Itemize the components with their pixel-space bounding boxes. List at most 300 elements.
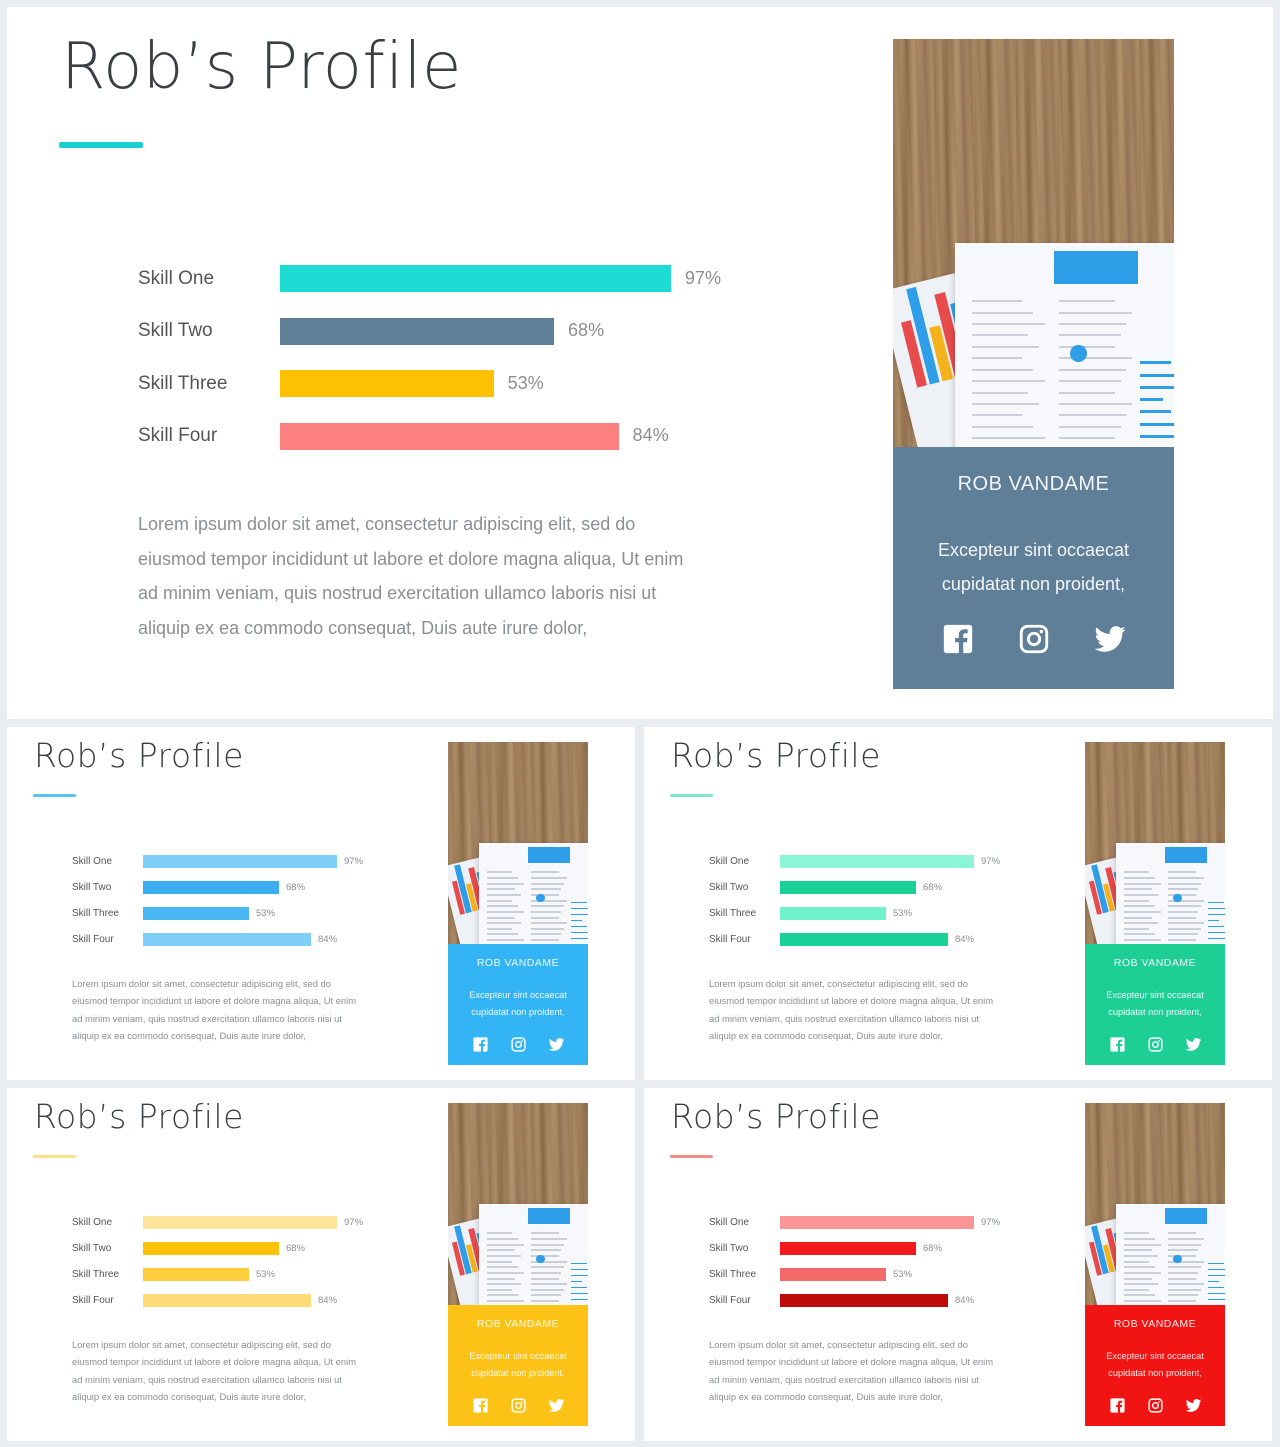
resume-text-line bbox=[531, 888, 562, 890]
resume-text-line bbox=[1059, 414, 1126, 416]
resume-text-line bbox=[531, 883, 565, 885]
resume-text-line bbox=[1168, 911, 1199, 913]
resume-text-line bbox=[487, 922, 521, 924]
resume-text-line bbox=[1124, 1261, 1149, 1263]
resume-text-line bbox=[531, 1272, 562, 1274]
resume-text-line bbox=[487, 883, 523, 885]
resume-text-line bbox=[531, 871, 559, 873]
resume-text-line bbox=[1124, 1249, 1152, 1251]
resume-skill-line bbox=[1208, 932, 1225, 934]
resume-text-line bbox=[487, 1255, 521, 1257]
skill-label: Skill Three bbox=[138, 372, 228, 394]
resume-text-line bbox=[1168, 871, 1196, 873]
resume-text-line bbox=[487, 1266, 518, 1268]
resume-text-line bbox=[487, 1283, 521, 1285]
resume-skill-line bbox=[571, 1281, 582, 1283]
skill-bar bbox=[780, 1268, 886, 1281]
instagram-icon[interactable] bbox=[1147, 1036, 1164, 1053]
resume-text-line bbox=[487, 905, 518, 907]
resume-skill-line bbox=[1208, 926, 1223, 928]
profile-name: ROB VANDAME bbox=[1113, 1318, 1197, 1330]
resume-skill-line bbox=[571, 1293, 588, 1295]
resume-text-line bbox=[972, 437, 1045, 439]
body-text-line: eiusmod tempor incididunt ut labore et dolore magna aliqua, Ut enim bbox=[72, 995, 357, 1007]
resume-skill-line bbox=[1140, 386, 1174, 389]
resume-header-block bbox=[1165, 847, 1207, 863]
title-underline bbox=[670, 794, 713, 797]
skill-percent: 68% bbox=[568, 320, 605, 341]
resume-text-line bbox=[531, 922, 567, 924]
resume-skill-line bbox=[571, 914, 588, 916]
skill-label: Skill One bbox=[138, 267, 215, 289]
profile-description-line: Excepteur sint occaecat bbox=[937, 540, 1130, 560]
page-title: Rob’s Profile bbox=[671, 736, 881, 775]
skill-label: Skill Two bbox=[709, 1242, 749, 1254]
resume-skill-line bbox=[571, 902, 586, 904]
resume-text-line bbox=[1124, 888, 1152, 890]
profile-info-panel bbox=[448, 1305, 588, 1426]
skill-bar bbox=[143, 881, 279, 894]
resume-skill-line bbox=[571, 926, 586, 928]
resume-text-line bbox=[1059, 323, 1126, 325]
resume-text-line bbox=[972, 369, 1034, 371]
resume-skill-line bbox=[571, 938, 588, 940]
instagram-icon[interactable] bbox=[1147, 1397, 1164, 1414]
resume-text-line bbox=[531, 1294, 562, 1296]
skill-percent: 97% bbox=[344, 855, 364, 867]
resume-skill-line bbox=[1140, 435, 1174, 438]
body-text-line: eiusmod tempor incididunt ut labore et dolore magna aliqua, Ut enim bbox=[709, 995, 994, 1007]
resume-text-line bbox=[531, 933, 562, 935]
skill-percent: 84% bbox=[318, 933, 338, 945]
resume-text-line bbox=[1124, 1278, 1152, 1280]
resume-text-line bbox=[487, 871, 512, 873]
resume-text-line bbox=[1168, 928, 1202, 930]
profile-description-line: cupidatat non proident, bbox=[471, 1007, 565, 1017]
resume-skill-line bbox=[571, 1299, 588, 1301]
social-links bbox=[1085, 1397, 1225, 1414]
facebook-icon[interactable] bbox=[472, 1397, 489, 1414]
resume-text-line bbox=[531, 1255, 559, 1257]
skill-label: Skill Four bbox=[72, 1294, 114, 1306]
resume-text-line bbox=[531, 917, 559, 919]
title-underline bbox=[33, 1155, 76, 1158]
resume-text-line bbox=[1124, 1255, 1158, 1257]
resume-text-line bbox=[972, 426, 1034, 428]
resume-text-line bbox=[1168, 1232, 1196, 1234]
skill-bar bbox=[280, 265, 671, 292]
social-links bbox=[448, 1036, 588, 1053]
resume-text-line bbox=[487, 1244, 523, 1246]
resume-header-block bbox=[1165, 1208, 1207, 1224]
profile-description-line: cupidatat non proident, bbox=[941, 574, 1126, 594]
resume-text-line bbox=[1124, 939, 1160, 941]
resume-text-line bbox=[487, 917, 515, 919]
skill-bar bbox=[143, 933, 311, 946]
skill-label: Skill Three bbox=[72, 1268, 120, 1280]
body-text-line: aliquip ex ea commodo consequat, Duis aute irure dolor, bbox=[72, 1390, 306, 1402]
skill-label: Skill Four bbox=[709, 1294, 751, 1306]
resume-text-line bbox=[1124, 1238, 1155, 1240]
resume-text-line bbox=[1124, 1283, 1158, 1285]
resume-text-line bbox=[487, 939, 523, 941]
resume-text-line bbox=[1124, 1266, 1155, 1268]
resume-text-line bbox=[487, 1261, 512, 1263]
resume-text-line bbox=[1124, 1272, 1160, 1274]
skill-label: Skill Two bbox=[709, 881, 749, 893]
skill-label: Skill Two bbox=[72, 881, 112, 893]
desk-photo bbox=[448, 1103, 588, 1305]
profile-slide-yellow bbox=[7, 1088, 635, 1441]
resume-text-line bbox=[972, 392, 1028, 394]
skill-bar bbox=[780, 1242, 916, 1255]
resume-text-line bbox=[1168, 939, 1196, 941]
skill-percent: 53% bbox=[893, 1268, 913, 1280]
resume-text-line bbox=[1059, 403, 1132, 405]
resume-avatar-dot bbox=[536, 1255, 544, 1263]
resume-text-line bbox=[531, 1249, 562, 1251]
resume-text-line bbox=[531, 1278, 559, 1280]
resume-skill-line bbox=[1208, 1269, 1225, 1271]
skill-bar bbox=[780, 881, 916, 894]
social-links bbox=[448, 1397, 588, 1414]
profile-description-line: Excepteur sint occaecat bbox=[1106, 1351, 1204, 1361]
resume-text-line bbox=[487, 928, 512, 930]
resume-text-line bbox=[1124, 911, 1160, 913]
resume-text-line bbox=[972, 334, 1028, 336]
resume-text-line bbox=[531, 1232, 559, 1234]
body-text bbox=[72, 975, 356, 1044]
skill-percent: 68% bbox=[923, 1242, 943, 1254]
resume-text-line bbox=[972, 323, 1045, 325]
resume-text-line bbox=[1124, 922, 1158, 924]
resume-text-line bbox=[1124, 894, 1158, 896]
resume-skill-line bbox=[1208, 1299, 1225, 1301]
twitter-icon[interactable] bbox=[548, 1397, 565, 1414]
resume-header-block bbox=[1054, 251, 1138, 284]
resume-text-line bbox=[1168, 888, 1199, 890]
desk-photo bbox=[1085, 742, 1225, 944]
profile-card bbox=[1085, 742, 1225, 1065]
resume-text-line bbox=[1124, 917, 1152, 919]
skill-percent: 68% bbox=[286, 1242, 306, 1254]
resume-paper-front bbox=[479, 1204, 588, 1305]
skill-percent: 97% bbox=[981, 855, 1001, 867]
twitter-icon[interactable] bbox=[1185, 1036, 1202, 1053]
resume-text-line bbox=[1168, 1294, 1199, 1296]
skill-label: Skill One bbox=[709, 855, 750, 867]
page-title: Rob’s Profile bbox=[671, 1097, 881, 1136]
skill-bar bbox=[143, 1242, 279, 1255]
resume-text-line bbox=[531, 911, 562, 913]
resume-text-line bbox=[1168, 1266, 1202, 1268]
skill-bar bbox=[280, 370, 494, 397]
profile-name: ROB VANDAME bbox=[1113, 957, 1197, 969]
skill-label: Skill One bbox=[72, 1216, 113, 1228]
resume-text-line bbox=[1124, 883, 1160, 885]
profile-description-line: cupidatat non proident, bbox=[471, 1368, 565, 1378]
resume-text-line bbox=[972, 380, 1045, 382]
resume-avatar-dot bbox=[536, 894, 544, 902]
skill-bar bbox=[780, 1294, 948, 1307]
resume-text-line bbox=[1124, 1244, 1160, 1246]
facebook-icon[interactable] bbox=[1109, 1397, 1126, 1414]
resume-text-line bbox=[487, 933, 518, 935]
resume-skill-line bbox=[1208, 1293, 1225, 1295]
skill-label: Skill Four bbox=[138, 425, 218, 447]
resume-text-line bbox=[972, 403, 1039, 405]
instagram-icon[interactable] bbox=[510, 1036, 527, 1053]
body-text-line: Lorem ipsum dolor sit amet, consectetur adipiscing elit, sed do bbox=[709, 978, 968, 989]
profile-description bbox=[1085, 1348, 1225, 1382]
resume-text-line bbox=[972, 312, 1034, 314]
profile-slide-red bbox=[644, 1088, 1272, 1441]
body-text-line: Lorem ipsum dolor sit amet, consectetur adipiscing elit, sed do bbox=[709, 1339, 968, 1350]
body-text-line: Lorem ipsum dolor sit amet, consectetur adipiscing elit, sed do bbox=[138, 514, 636, 534]
resume-skill-line bbox=[1140, 410, 1171, 413]
desk-photo bbox=[1085, 1103, 1225, 1305]
resume-skill-line bbox=[1140, 374, 1174, 377]
resume-text-line bbox=[972, 300, 1023, 302]
resume-text-line bbox=[1168, 917, 1196, 919]
body-text-line: aliquip ex ea commodo consequat, Duis aute irure dolor, bbox=[709, 1029, 943, 1041]
resume-header-block bbox=[528, 1208, 570, 1224]
resume-text-line bbox=[1059, 426, 1121, 428]
resume-skill-line bbox=[571, 932, 588, 934]
skill-bar bbox=[143, 1294, 311, 1307]
profile-description bbox=[1085, 987, 1225, 1021]
resume-text-line bbox=[972, 357, 1023, 359]
skill-percent: 53% bbox=[256, 907, 276, 919]
facebook-icon[interactable] bbox=[941, 622, 975, 656]
resume-text-line bbox=[1168, 894, 1196, 896]
resume-text-line bbox=[531, 1289, 565, 1291]
skill-bar bbox=[780, 933, 948, 946]
resume-skill-line bbox=[1208, 920, 1219, 922]
skill-percent: 68% bbox=[286, 881, 306, 893]
skill-label: Skill Two bbox=[138, 320, 213, 342]
resume-text-line bbox=[1059, 392, 1115, 394]
resume-text-line bbox=[487, 900, 512, 902]
social-links bbox=[1085, 1036, 1225, 1053]
facebook-icon[interactable] bbox=[1109, 1036, 1126, 1053]
profile-description-line: cupidatat non proident, bbox=[1108, 1007, 1202, 1017]
body-text-line: eiusmod tempor incididunt ut labore et dolore magna aliqua, Ut enim bbox=[138, 548, 684, 569]
resume-text-line bbox=[1059, 312, 1132, 314]
twitter-icon[interactable] bbox=[548, 1036, 565, 1053]
resume-text-line bbox=[1168, 877, 1204, 879]
skill-percent: 84% bbox=[632, 425, 669, 446]
resume-text-line bbox=[1059, 369, 1126, 371]
profile-info-panel bbox=[1085, 944, 1225, 1065]
profile-description bbox=[448, 987, 588, 1021]
body-text-line: ad minim veniam, quis nostrud exercitation ullamco laboris nisi ut bbox=[709, 1373, 979, 1385]
profile-name: ROB VANDAME bbox=[476, 957, 560, 969]
resume-text-line bbox=[531, 877, 567, 879]
resume-text-line bbox=[1059, 346, 1115, 348]
profile-card bbox=[448, 742, 588, 1065]
resume-skill-line bbox=[1208, 908, 1225, 910]
resume-text-line bbox=[1124, 1294, 1155, 1296]
profile-slide-blue bbox=[7, 727, 635, 1080]
resume-text-line bbox=[1168, 922, 1204, 924]
page-title: Rob’s Profile bbox=[61, 30, 462, 104]
skill-bar bbox=[143, 1268, 249, 1281]
resume-text-line bbox=[1168, 905, 1202, 907]
profile-description-line: Excepteur sint occaecat bbox=[1106, 990, 1204, 1000]
skill-bar bbox=[280, 423, 619, 450]
profile-description bbox=[448, 1348, 588, 1382]
body-text-line: eiusmod tempor incididunt ut labore et dolore magna aliqua, Ut enim bbox=[709, 1356, 994, 1368]
skill-bar bbox=[780, 907, 886, 920]
profile-description-line: Excepteur sint occaecat bbox=[469, 1351, 567, 1361]
instagram-icon[interactable] bbox=[1017, 622, 1051, 656]
body-text-line: Lorem ipsum dolor sit amet, consectetur adipiscing elit, sed do bbox=[72, 978, 331, 989]
resume-text-line bbox=[1059, 300, 1115, 302]
skill-percent: 97% bbox=[981, 1216, 1001, 1228]
social-links bbox=[893, 622, 1174, 656]
page-title: Rob’s Profile bbox=[34, 1097, 244, 1136]
resume-skill-line bbox=[571, 908, 588, 910]
resume-text-line bbox=[1168, 1244, 1202, 1246]
profile-description-line: cupidatat non proident, bbox=[1108, 1368, 1202, 1378]
resume-text-line bbox=[1168, 1283, 1204, 1285]
resume-paper-front bbox=[1116, 1204, 1225, 1305]
resume-text-line bbox=[531, 894, 559, 896]
resume-text-line bbox=[1059, 437, 1115, 439]
skill-label: Skill One bbox=[709, 1216, 750, 1228]
skill-percent: 84% bbox=[955, 1294, 975, 1306]
resume-text-line bbox=[487, 911, 523, 913]
body-text-line: aliquip ex ea commodo consequat, Duis aute irure dolor, bbox=[709, 1390, 943, 1402]
skill-label: Skill Three bbox=[709, 907, 757, 919]
resume-text-line bbox=[1168, 1289, 1202, 1291]
resume-text-line bbox=[531, 928, 565, 930]
resume-text-line bbox=[531, 905, 565, 907]
resume-text-line bbox=[1124, 871, 1149, 873]
resume-text-line bbox=[1168, 1238, 1204, 1240]
resume-avatar-dot bbox=[1173, 894, 1181, 902]
skill-percent: 53% bbox=[507, 372, 544, 393]
resume-text-line bbox=[487, 1289, 512, 1291]
resume-skill-line bbox=[571, 1263, 586, 1265]
profile-slide-green bbox=[644, 727, 1272, 1080]
resume-text-line bbox=[1168, 1255, 1196, 1257]
facebook-icon[interactable] bbox=[472, 1036, 489, 1053]
profile-description-line: Excepteur sint occaecat bbox=[469, 990, 567, 1000]
profile-description bbox=[893, 533, 1174, 601]
profile-card bbox=[1085, 1103, 1225, 1426]
resume-text-line bbox=[531, 1238, 567, 1240]
title-underline bbox=[670, 1155, 713, 1158]
resume-text-line bbox=[1059, 380, 1121, 382]
skill-percent: 84% bbox=[318, 1294, 338, 1306]
resume-text-line bbox=[487, 894, 521, 896]
body-text bbox=[72, 1336, 356, 1405]
skill-percent: 53% bbox=[893, 907, 913, 919]
resume-skill-line bbox=[1208, 914, 1225, 916]
body-text-line: eiusmod tempor incididunt ut labore et dolore magna aliqua, Ut enim bbox=[72, 1356, 357, 1368]
resume-text-line bbox=[487, 877, 518, 879]
instagram-icon[interactable] bbox=[510, 1397, 527, 1414]
resume-text-line bbox=[1124, 928, 1149, 930]
skill-percent: 97% bbox=[344, 1216, 364, 1228]
resume-skill-line bbox=[1208, 1281, 1219, 1283]
resume-text-line bbox=[1124, 1232, 1149, 1234]
profile-name: ROB VANDAME bbox=[957, 473, 1110, 495]
resume-text-line bbox=[1124, 1300, 1160, 1302]
title-underline bbox=[33, 794, 76, 797]
resume-text-line bbox=[487, 1300, 523, 1302]
resume-text-line bbox=[1168, 1272, 1199, 1274]
twitter-icon[interactable] bbox=[1185, 1397, 1202, 1414]
profile-info-panel bbox=[893, 447, 1174, 689]
body-text-line: ad minim veniam, quis nostrud exercitation ullamco laboris nisi ut bbox=[72, 1012, 342, 1024]
body-text bbox=[709, 1336, 993, 1405]
resume-skill-line bbox=[571, 1269, 588, 1271]
resume-text-line bbox=[1168, 1249, 1199, 1251]
resume-text-line bbox=[487, 1278, 515, 1280]
resume-skill-line bbox=[1208, 938, 1225, 940]
body-text-line: Lorem ipsum dolor sit amet, consectetur adipiscing elit, sed do bbox=[72, 1339, 331, 1350]
resume-text-line bbox=[972, 346, 1039, 348]
resume-text-line bbox=[487, 888, 515, 890]
resume-skill-line bbox=[571, 1287, 586, 1289]
resume-paper-front bbox=[955, 243, 1174, 447]
resume-text-line bbox=[1124, 877, 1155, 879]
resume-skill-line bbox=[1208, 902, 1223, 904]
resume-text-line bbox=[972, 414, 1023, 416]
skill-label: Skill Four bbox=[709, 933, 751, 945]
twitter-icon[interactable] bbox=[1093, 622, 1127, 656]
body-text bbox=[138, 507, 683, 645]
profile-card bbox=[893, 39, 1174, 689]
resume-text-line bbox=[1059, 357, 1132, 359]
resume-text-line bbox=[1124, 1289, 1149, 1291]
body-text-line: ad minim veniam, quis nostrud exercitation ullamco laboris nisi ut bbox=[72, 1373, 342, 1385]
skill-percent: 53% bbox=[256, 1268, 276, 1280]
body-text-line: aliquip ex ea commodo consequat, Duis aute irure dolor, bbox=[138, 617, 588, 638]
skill-bar bbox=[780, 1216, 974, 1229]
skill-label: Skill Three bbox=[709, 1268, 757, 1280]
resume-text-line bbox=[531, 939, 559, 941]
skill-label: Skill Two bbox=[72, 1242, 112, 1254]
body-text-line: aliquip ex ea commodo consequat, Duis aute irure dolor, bbox=[72, 1029, 306, 1041]
skill-label: Skill Four bbox=[72, 933, 114, 945]
resume-skill-line bbox=[1140, 361, 1171, 364]
resume-text-line bbox=[1168, 1278, 1196, 1280]
desk-photo bbox=[448, 742, 588, 944]
resume-text-line bbox=[1059, 334, 1121, 336]
resume-text-line bbox=[1124, 933, 1155, 935]
skill-label: Skill Three bbox=[72, 907, 120, 919]
resume-skill-line bbox=[1208, 1287, 1223, 1289]
resume-skill-line bbox=[571, 920, 582, 922]
resume-text-line bbox=[487, 1232, 512, 1234]
resume-text-line bbox=[1168, 883, 1202, 885]
skill-bar bbox=[143, 855, 337, 868]
profile-slide-main bbox=[7, 7, 1273, 719]
resume-avatar-dot bbox=[1070, 345, 1087, 362]
resume-text-line bbox=[531, 1283, 567, 1285]
resume-skill-line bbox=[1208, 1263, 1223, 1265]
resume-header-block bbox=[528, 847, 570, 863]
skill-bar bbox=[780, 855, 974, 868]
resume-paper-front bbox=[479, 843, 588, 944]
title-underline bbox=[59, 142, 143, 148]
skill-bar bbox=[280, 318, 554, 345]
resume-text-line bbox=[487, 1272, 523, 1274]
